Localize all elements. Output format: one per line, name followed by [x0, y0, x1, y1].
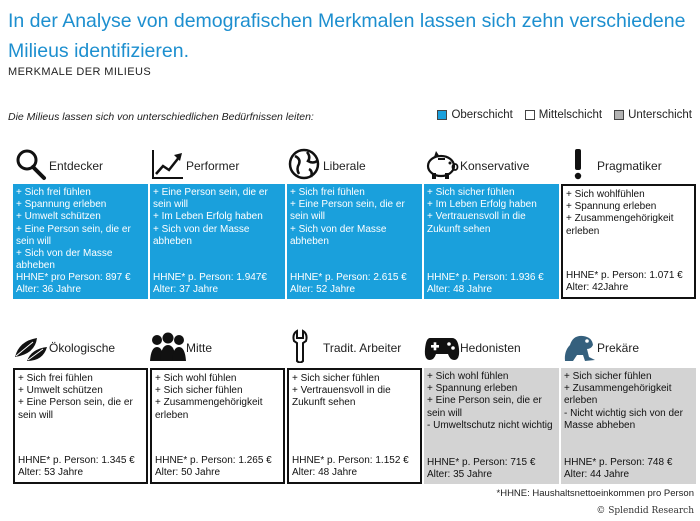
milieu-stats	[427, 457, 556, 481]
trait-list	[18, 373, 143, 422]
milieu-name: Pragmatiker	[597, 159, 662, 173]
piggy-bank-icon	[424, 147, 460, 181]
hhne-value: HHNE* p. Person: 1.071 €	[566, 269, 683, 281]
milieu-card	[424, 368, 559, 484]
milieu-card	[150, 184, 285, 299]
milieu-name: Prekäre	[597, 341, 640, 355]
milieu-header	[424, 147, 559, 183]
exclamation-icon	[561, 147, 597, 181]
age-value: Alter: 50 Jahre	[155, 466, 221, 478]
trait-item: + Eine Person sein, die er sein will	[290, 199, 405, 223]
milieu-name: Mitte	[186, 341, 213, 355]
page-title: In der Analyse von demografischen Merkmalen lassen sich zehn verschiedene Milieus identifizieren.	[8, 10, 686, 62]
hhne-value: HHNE* p. Person: 2.615 €	[290, 271, 407, 283]
hhne-value: HHNE* p. Person: 1.947€	[153, 271, 267, 283]
trait-item: + Sich wohl fühlen	[155, 373, 237, 384]
hhne-value: HHNE* p. Person: 748 €	[564, 456, 673, 468]
milieu-prekäre	[561, 329, 696, 480]
milieu-stats	[564, 457, 693, 481]
trait-item: + Sich sicher fühlen	[292, 373, 380, 384]
milieu-name: Performer	[186, 159, 240, 173]
legend-swatch-mittelschicht	[525, 110, 535, 120]
milieu-header	[561, 147, 696, 183]
milieu-header	[150, 147, 285, 183]
section-subtitle: MERKMALE DER MILIEUS	[8, 66, 152, 78]
trait-item: + Sich von der Masse abheben	[16, 248, 113, 272]
legend-label-unterschicht: Unterschicht	[628, 109, 692, 121]
milieu-card	[150, 368, 285, 484]
trait-item: + Sich von der Masse abheben	[290, 223, 387, 247]
legend-caption: Die Milieus lassen sich von unterschiedlichen Bedürfnissen leiten:	[8, 111, 314, 123]
people-icon	[150, 329, 186, 363]
milieu-stats	[290, 272, 419, 296]
age-value: Alter: 44 Jahre	[564, 468, 630, 480]
milieu-hedonisten	[424, 329, 559, 480]
trait-item: + Sich von der Masse abheben	[153, 223, 250, 247]
trait-item: + Sich frei fühlen	[18, 373, 93, 384]
trait-item: + Sich sicher fühlen	[427, 187, 515, 198]
milieu-name: Konservative	[460, 159, 530, 173]
footnote: *HHNE: Haushaltsnettoeinkommen pro Person	[496, 488, 694, 499]
trait-item: + Spannung erleben	[566, 201, 657, 213]
milieu-konservative	[424, 147, 559, 295]
age-value: Alter: 36 Jahre	[16, 283, 82, 295]
milieu-card	[561, 184, 696, 299]
trait-list	[155, 373, 280, 422]
age-value: Alter: 52 Jahre	[290, 283, 356, 295]
trait-list	[153, 187, 282, 248]
trait-item: + Eine Person sein, die er sein will	[18, 397, 133, 421]
legend-swatch-unterschicht	[614, 110, 624, 120]
trait-list	[427, 187, 556, 236]
age-value: Alter: 35 Jahre	[427, 468, 493, 480]
trait-item: + Umwelt schützen	[16, 211, 101, 223]
trait-list	[290, 187, 419, 248]
milieu-tradit-arbeiter	[287, 329, 422, 478]
age-value: Alter: 37 Jahre	[153, 283, 219, 295]
milieu-stats	[155, 455, 280, 479]
trait-item: + Im Leben Erfolg haben	[153, 211, 263, 223]
trait-list	[564, 371, 693, 432]
wrench-icon	[287, 329, 323, 363]
milieu-stats	[153, 272, 282, 296]
trait-item: + Zusammengehörigkeit erleben	[566, 213, 674, 237]
milieu-ökologische	[13, 329, 148, 478]
growth-chart-icon	[150, 147, 186, 181]
leaves-icon	[13, 329, 49, 363]
age-value: Alter: 48 Jahre	[427, 283, 493, 295]
legend-item-unterschicht	[614, 109, 692, 121]
milieu-entdecker	[13, 147, 148, 295]
trait-item: + Sich frei fühlen	[290, 187, 365, 198]
milieu-header	[13, 329, 148, 365]
milieu-card	[287, 368, 422, 484]
trait-list	[292, 373, 417, 410]
milieu-card	[13, 368, 148, 484]
milieu-pragmatiker	[561, 147, 696, 293]
milieu-header	[150, 329, 285, 365]
trait-list	[427, 371, 556, 432]
gamepad-icon	[424, 329, 460, 363]
milieu-stats	[16, 272, 145, 296]
milieu-name: Entdecker	[49, 159, 104, 173]
trait-item: + Sich wohlfühlen	[566, 189, 645, 200]
trait-item: + Eine Person sein, die er sein will	[153, 187, 268, 211]
trait-list	[566, 189, 691, 238]
trait-item: + Spannung erleben	[16, 199, 107, 211]
age-value: Alter: 42Jahre	[566, 281, 629, 293]
milieu-name: Hedonisten	[460, 341, 521, 355]
milieu-header	[287, 329, 422, 365]
milieu-card	[424, 184, 559, 299]
globe-icon	[287, 147, 323, 181]
trait-item: + Sich sicher fühlen	[155, 385, 243, 397]
magnifier-icon	[13, 147, 49, 181]
milieu-mitte	[150, 329, 285, 478]
trait-item: + Eine Person sein, die er sein will	[16, 223, 131, 247]
legend	[437, 109, 692, 121]
trait-item: + Eine Person sein, die er sein will	[427, 395, 542, 419]
milieu-header	[561, 329, 696, 365]
milieu-stats	[566, 270, 691, 294]
milieu-header	[13, 147, 148, 183]
milieu-name: Liberale	[323, 159, 366, 173]
age-value: Alter: 53 Jahre	[18, 466, 84, 478]
frog-icon	[561, 329, 597, 363]
trait-item: + Vertrauensvoll in die Zukunft sehen	[292, 385, 391, 409]
trait-item: + Spannung erleben	[427, 383, 518, 395]
trait-item: + Zusammengehörigkeit erleben	[564, 383, 672, 407]
milieu-name: Ökologische	[49, 341, 116, 355]
milieu-card	[287, 184, 422, 299]
hhne-value: HHNE* pro Person: 897 €	[16, 271, 131, 283]
legend-label-mittelschicht: Mittelschicht	[538, 109, 603, 121]
milieu-name: Tradit. Arbeiter	[323, 341, 402, 355]
credit: © Splendid Research	[596, 506, 694, 516]
trait-item: + Sich frei fühlen	[16, 187, 91, 198]
milieu-header	[424, 329, 559, 365]
age-value: Alter: 48 Jahre	[292, 466, 358, 478]
milieu-stats	[18, 455, 143, 479]
trait-item: + Im Leben Erfolg haben	[427, 199, 537, 211]
milieu-card	[13, 184, 148, 299]
hhne-value: HHNE* p. Person: 1.152 €	[292, 454, 409, 466]
trait-item: - Nicht wichtig sich von der Masse abheben	[564, 407, 683, 431]
trait-item: - Umweltschutz nicht wichtig	[427, 419, 553, 431]
trait-item: + Umwelt schützen	[18, 385, 103, 397]
legend-item-mittelschicht	[525, 109, 602, 121]
trait-item: + Vertrauensvoll in die Zukunft sehen	[427, 211, 526, 235]
milieu-stats	[427, 272, 556, 296]
trait-list	[16, 187, 145, 272]
hhne-value: HHNE* p. Person: 1.936 €	[427, 271, 544, 283]
milieu-stats	[292, 455, 417, 479]
milieu-header	[287, 147, 422, 183]
trait-item: + Sich sicher fühlen	[564, 371, 652, 382]
milieu-card	[561, 368, 696, 484]
legend-swatch-oberschicht	[437, 110, 447, 120]
legend-item-oberschicht	[437, 109, 512, 121]
legend-label-oberschicht: Oberschicht	[451, 109, 513, 121]
trait-item: + Sich wohl fühlen	[427, 371, 509, 382]
hhne-value: HHNE* p. Person: 1.265 €	[155, 454, 272, 466]
milieu-performer	[150, 147, 285, 295]
trait-item: + Zusammengehörigkeit erleben	[155, 397, 263, 421]
hhne-value: HHNE* p. Person: 715 €	[427, 456, 536, 468]
hhne-value: HHNE* p. Person: 1.345 €	[18, 454, 135, 466]
milieu-liberale	[287, 147, 422, 295]
